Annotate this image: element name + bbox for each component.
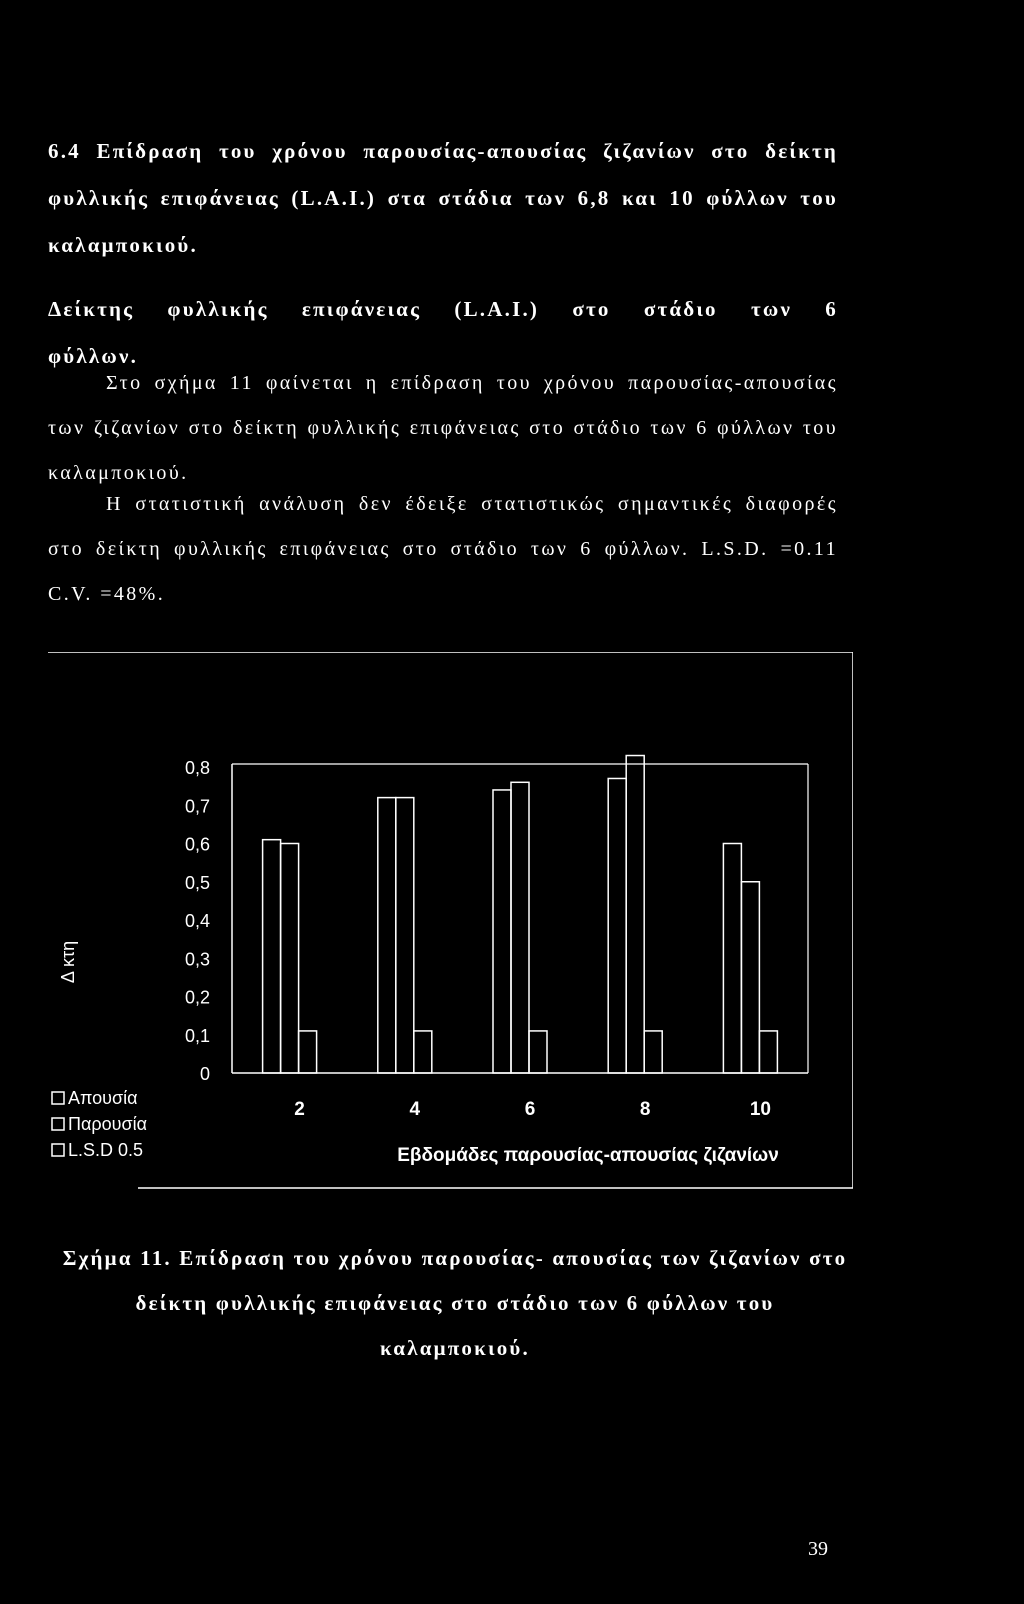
bar-absence-week-4 bbox=[378, 798, 396, 1073]
bar-lsd-week-6 bbox=[529, 1031, 547, 1073]
x-tick-label: 10 bbox=[749, 1099, 771, 1120]
bar-presence-week-4 bbox=[396, 798, 414, 1073]
legend-label-presence: Παρουσία bbox=[68, 1114, 148, 1134]
y-tick-label: 0,1 bbox=[184, 1025, 210, 1046]
paragraph-statistics: Η στατιστική ανάλυση δεν έδειξε στατιστικώς σημαντικές διαφορές στο δείκτη φυλλικής επιφάνειας στο στάδιο των 6 φύλλων. L.S.D. =0.11 C.V. =48%. bbox=[48, 493, 838, 605]
bar-lsd-week-2 bbox=[299, 1031, 317, 1073]
x-tick-label: 4 bbox=[409, 1099, 421, 1120]
section-heading: 6.4 Επίδραση του χρόνου παρουσίας-απουσίας ζιζανίων στο δείκτη φυλλικής επιφάνειας (L.A.I.) στα στάδια των 6,8 και 10 φύλλων του καλαμποκιού. bbox=[48, 139, 838, 257]
legend-label-absence: Απουσία bbox=[68, 1088, 138, 1108]
paragraph-intro: Στο σχήμα 11 φαίνεται η επίδραση του χρόνου παρουσίας-απουσίας των ζιζανίων στο δείκτη φυλλικής επιφάνειας στο στάδιο των 6 φύλλων του καλαμποκιού. bbox=[48, 372, 838, 484]
legend-swatch-lsd bbox=[52, 1144, 64, 1156]
y-axis-label: Δ κτη bbox=[58, 940, 78, 984]
bar-lsd-week-10 bbox=[759, 1031, 777, 1073]
page-number: 39 bbox=[808, 1538, 828, 1560]
legend-swatch-absence bbox=[52, 1092, 64, 1104]
plot-area bbox=[185, 756, 808, 1120]
legend-label-lsd: L.S.D 0.5 bbox=[68, 1140, 144, 1160]
subsection-heading: Δείκτης φυλλικής επιφάνειας (L.A.I.) στο στάδιο των 6 bbox=[48, 297, 838, 321]
bar-presence-week-10 bbox=[741, 882, 759, 1073]
x-tick-label: 8 bbox=[639, 1099, 651, 1120]
bar-lsd-week-4 bbox=[414, 1031, 432, 1073]
figure-11-chart bbox=[48, 652, 853, 1189]
y-tick-label: 0,8 bbox=[184, 758, 210, 778]
x-axis-label: Εβδομάδες παρουσίας-απουσίας ζιζανίων bbox=[397, 1145, 779, 1166]
x-tick-label: 6 bbox=[524, 1099, 536, 1120]
bar-presence-week-6 bbox=[511, 782, 529, 1073]
bar-absence-week-10 bbox=[723, 844, 741, 1074]
bar-presence-week-2 bbox=[281, 844, 299, 1074]
legend bbox=[52, 1088, 147, 1160]
y-tick-label: 0,4 bbox=[184, 911, 210, 931]
y-tick-label: 0 bbox=[199, 1064, 210, 1084]
bar-presence-week-8 bbox=[626, 756, 644, 1073]
subsection-heading-continued: φύλλων. bbox=[48, 344, 139, 368]
bar-absence-week-8 bbox=[608, 778, 626, 1073]
bar-lsd-week-8 bbox=[644, 1031, 662, 1073]
x-tick-label: 2 bbox=[294, 1099, 305, 1120]
y-tick-label: 0,6 bbox=[184, 834, 210, 855]
y-tick-label: 0,2 bbox=[184, 987, 210, 1008]
chart-svg bbox=[48, 652, 853, 1189]
y-tick-label: 0,3 bbox=[184, 949, 210, 970]
figure-caption: Σχήμα 11. Επίδραση του χρόνου παρουσίας- απουσίας των ζιζανίων στο δείκτη φυλλικής επιφάνειας στο στάδιο των 6 φύλλων του καλαμποκιού. bbox=[62, 1246, 848, 1360]
bar-absence-week-2 bbox=[263, 840, 281, 1073]
legend-swatch-presence bbox=[52, 1118, 64, 1130]
y-tick-label: 0,5 bbox=[184, 872, 210, 893]
bar-absence-week-6 bbox=[493, 790, 511, 1073]
y-tick-label: 0,7 bbox=[184, 796, 210, 817]
